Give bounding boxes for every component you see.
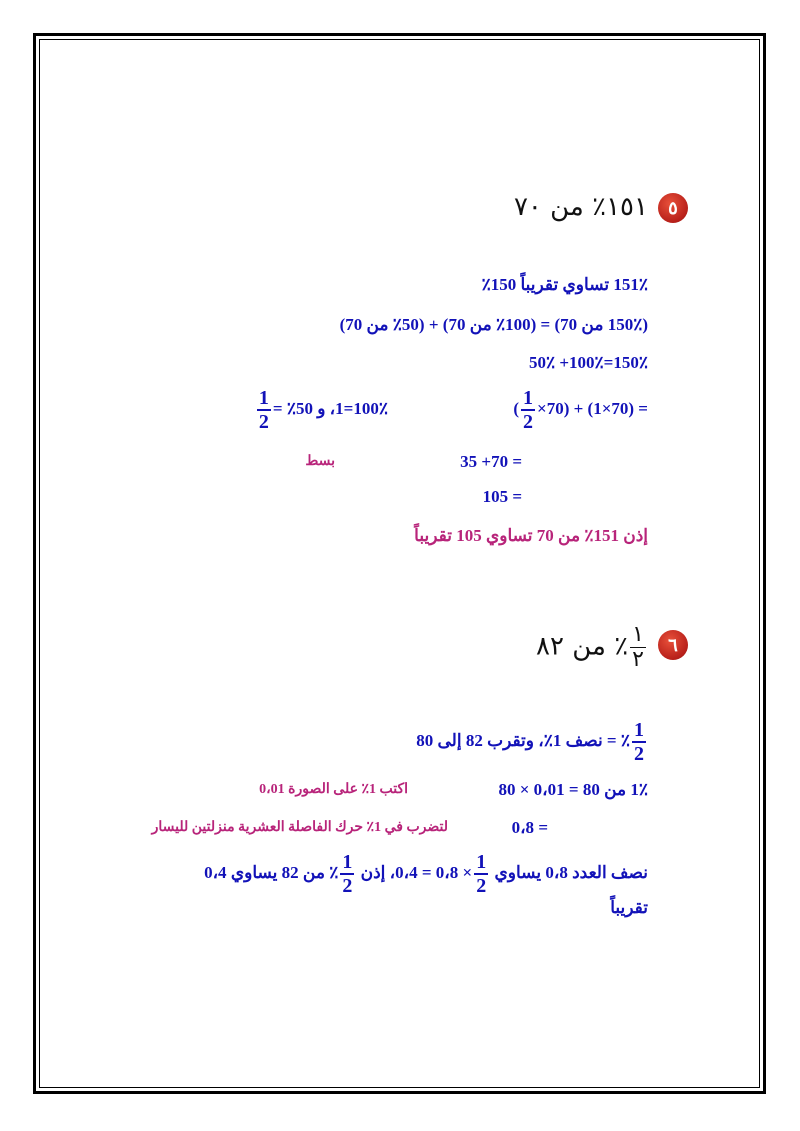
q5-line-5: = 70+ 35 <box>460 452 522 471</box>
question-6-number: ٦ <box>668 634 678 656</box>
q6-line-4-text-b: × 0،8 = 0،4، إذن <box>360 862 473 882</box>
q5-line-5-note: بسط <box>305 454 335 469</box>
question-5-heading: ١٥١٪ من ٧٠ <box>513 192 648 222</box>
q6-line-2-note: اكتب 1٪ على الصورة 0،01 <box>259 782 408 797</box>
fraction-numerator: 1 <box>523 387 533 409</box>
page-border-inner <box>39 39 760 1088</box>
q6-line-1-text: ٪ = نصف 1٪، وتقرب 82 إلى 80 <box>416 730 630 750</box>
q5-line-1: 151٪ تساوي تقريباً 150٪ <box>481 275 648 294</box>
q6-line-4-text-a: نصف العدد 0،8 يساوي <box>494 862 648 882</box>
q6-half-fraction-c <box>340 852 354 896</box>
fraction-numerator: 1 <box>258 387 269 409</box>
q5-conclusion: إذن 151٪ من 70 تساوي 105 تقريباً <box>414 526 648 545</box>
q5-half-fraction-a <box>521 388 535 432</box>
q6-line-1 <box>416 720 648 764</box>
q5-line-4-left <box>255 388 388 432</box>
fraction-numerator: ١ <box>632 622 644 647</box>
q6-half-fraction-b <box>474 852 488 896</box>
q5-line-3: 150٪=100٪+ 50٪ <box>528 353 648 372</box>
fraction-denominator: 2 <box>258 411 269 433</box>
question-6-heading <box>536 624 648 671</box>
question-6-badge <box>658 630 688 660</box>
fraction-denominator: 2 <box>523 411 533 433</box>
q5-line-4-note: 100٪=1، و 50٪ = <box>272 398 388 418</box>
q5-line-2: (150٪ من 70) = (100٪ من 70) + (50٪ من 70) <box>339 315 648 334</box>
fraction-denominator: 2 <box>476 875 487 897</box>
q6-half-fraction-a <box>632 720 646 764</box>
q5-line-4-right <box>513 388 648 432</box>
fraction-denominator: ٢ <box>632 647 644 672</box>
q5-line-4-expr-b: ) <box>513 398 519 418</box>
q6-line-4 <box>204 852 648 896</box>
q6-line-2: 1٪ من 80 = 0،01 × 80 <box>498 780 648 799</box>
q6-line-5: تقريباً <box>610 898 648 917</box>
fraction-denominator: 2 <box>634 743 644 765</box>
fraction-numerator: 1 <box>634 719 644 741</box>
q5-half-fraction-b <box>257 388 271 432</box>
question-5-badge <box>658 193 688 223</box>
q5-line-4-expr-a: = (70×1) + (70× <box>537 398 648 418</box>
q6-line-4-text-c: ٪ من 82 يساوي 0،4 <box>204 862 339 882</box>
fraction-numerator: 1 <box>342 851 353 873</box>
question-5-number: ٥ <box>668 197 678 219</box>
q6-heading-fraction <box>630 624 646 671</box>
q6-line-3-note: لتضرب في 1٪ حرك الفاصلة العشرية منزلتين لليسار <box>151 820 448 835</box>
q5-line-6: = 105 <box>482 487 522 506</box>
fraction-numerator: 1 <box>476 851 487 873</box>
fraction-denominator: 2 <box>342 875 353 897</box>
q6-heading-text: ٪ من ٨٢ <box>536 631 629 662</box>
q6-line-3: = 0،8 <box>511 818 548 837</box>
